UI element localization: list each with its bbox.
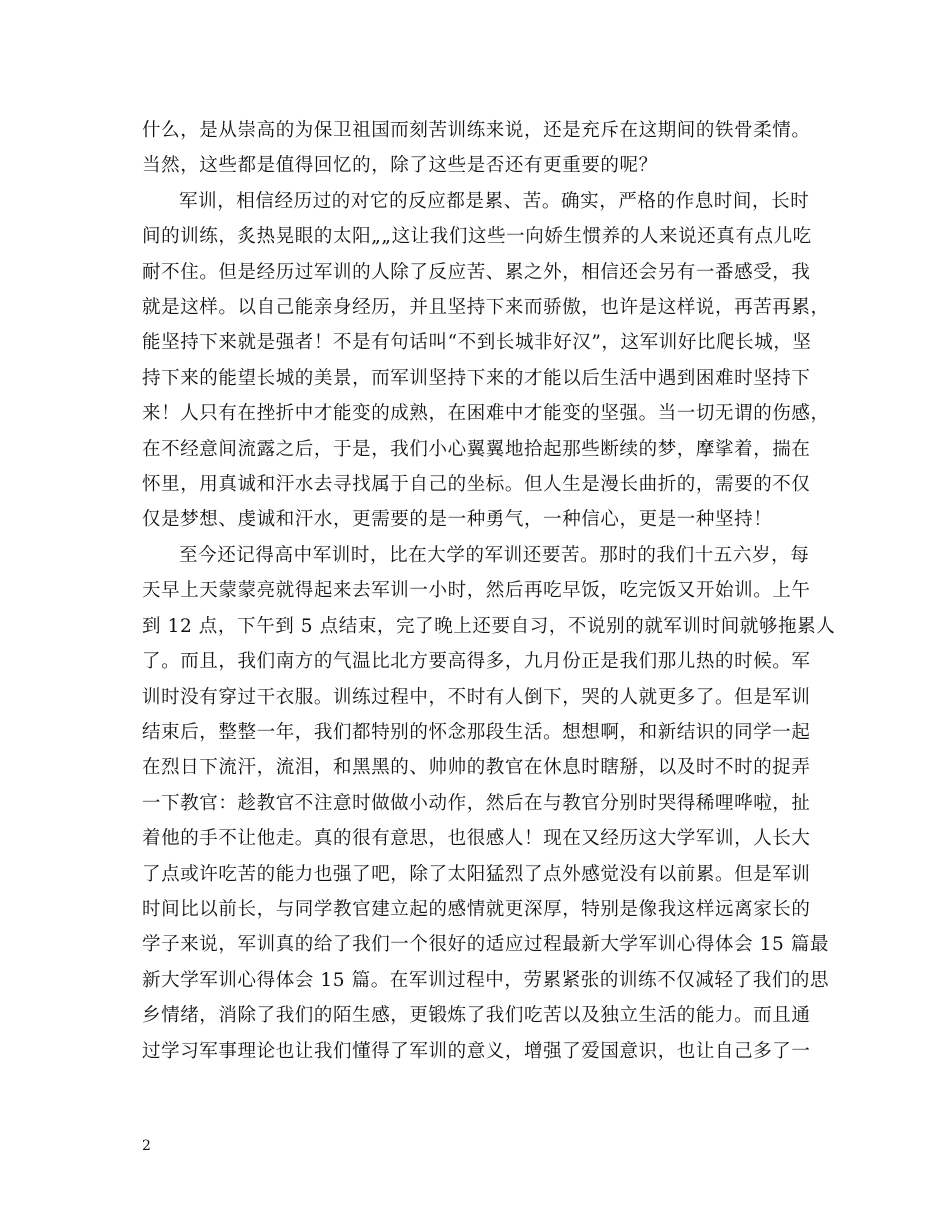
text-line: 持下来的能望长城的美景，而军训坚持下来的才能以后生活中遇到困难时坚持下 [142, 367, 811, 389]
text-line: 仅是梦想、虔诚和汗水，更需要的是一种勇气，一种信心，更是一种坚持！ [142, 509, 773, 531]
text-line: 什么，是从崇高的为保卫祖国而刻苦训练来说，还是充斥在这期间的铁骨柔情。 [142, 120, 811, 141]
text-line: 乡情绪，消除了我们的陌生感，更锻炼了我们吃苦以及独立生活的能力。而且通 [142, 1005, 811, 1027]
text-line: 间的训练，炙热晃眼的太阳„„这让我们这些一向娇生惯养的人来说还真有点儿吃 [142, 226, 812, 248]
text-line: 天早上天蒙蒙亮就得起来去军训一小时，然后再吃早饭，吃完饭又开始训。上午 [142, 580, 811, 602]
text-line: 学子来说，军训真的给了我们一个很好的适应过程最新大学军训心得体会 15 篇最 [142, 934, 830, 956]
text-line: 时间比以前长，与同学教官建立起的感情就更深厚，特别是像我这样远离家长的 [142, 898, 811, 920]
text-line: 着他的手不让他走。真的很有意思，也很感人！现在又经历这大学军训，人长大 [142, 828, 811, 850]
text-line: 到 12 点，下午到 5 点结束，完了晚上还要自习，不说别的就军训时间就够拖累人 [142, 615, 836, 637]
text-line: 当然，这些都是值得回忆的，除了这些是否还有更重要的呢？ [142, 155, 658, 177]
text-line: 训时没有穿过干衣服。训练过程中，不时有人倒下，哭的人就更多了。但是军训 [142, 686, 811, 708]
text-line: 就是这样。以自己能亲身经历，并且坚持下来而骄傲，也许是这样说，再苦再累， [142, 297, 830, 319]
page-number: 2 [142, 1138, 151, 1154]
text-line: 在不经意间流露之后，于是，我们小心翼翼地拾起那些断续的梦，摩挲着，揣在 [142, 438, 811, 460]
text-line: 在烈日下流汗，流泪，和黑黑的、帅帅的教官在休息时瞎掰，以及时不时的捉弄 [142, 757, 811, 779]
text-line: 军训，相信经历过的对它的反应都是累、苦。确实，严格的作息时间，长时 [179, 190, 810, 212]
text-line: 过学习军事理论也让我们懂得了军训的意义，增强了爱国意识，也让自己多了一 [142, 1040, 811, 1062]
text-line: 新大学军训心得体会 15 篇。在军训过程中，劳累紧张的训练不仅减轻了我们的思 [142, 969, 830, 991]
body-text [142, 113, 836, 1069]
text-line: 来！人只有在挫折中才能变的成熟，在困难中才能变的坚强。当一切无谓的伤感， [142, 403, 830, 425]
text-line: 结束后，整整一年，我们都特别的怀念那段生活。想想啊，和新结识的同学一起 [142, 721, 811, 743]
text-line: 耐不住。但是经历过军训的人除了反应苦、累之外，相信还会另有一番感受，我 [142, 261, 811, 283]
text-line: 一下教官：趁教官不注意时做做小动作，然后在与教官分别时哭得稀哩哗啦，扯 [142, 792, 811, 814]
text-line: 了点或许吃苦的能力也强了吧，除了太阳猛烈了点外感觉没有以前累。但是军训 [142, 863, 811, 885]
text-line: 至今还记得高中军训时，比在大学的军训还要苦。那时的我们十五六岁，每 [179, 544, 810, 566]
text-line: 了。而且，我们南方的气温比北方要高得多，九月份正是我们那儿热的时候。军 [142, 651, 811, 673]
text-line: 能坚持下来就是强者！不是有句话叫“不到长城非好汉”，这军训好比爬长城，坚 [142, 332, 812, 354]
text-line: 怀里，用真诚和汗水去寻找属于自己的坐标。但人生是漫长曲折的，需要的不仅 [142, 474, 811, 496]
